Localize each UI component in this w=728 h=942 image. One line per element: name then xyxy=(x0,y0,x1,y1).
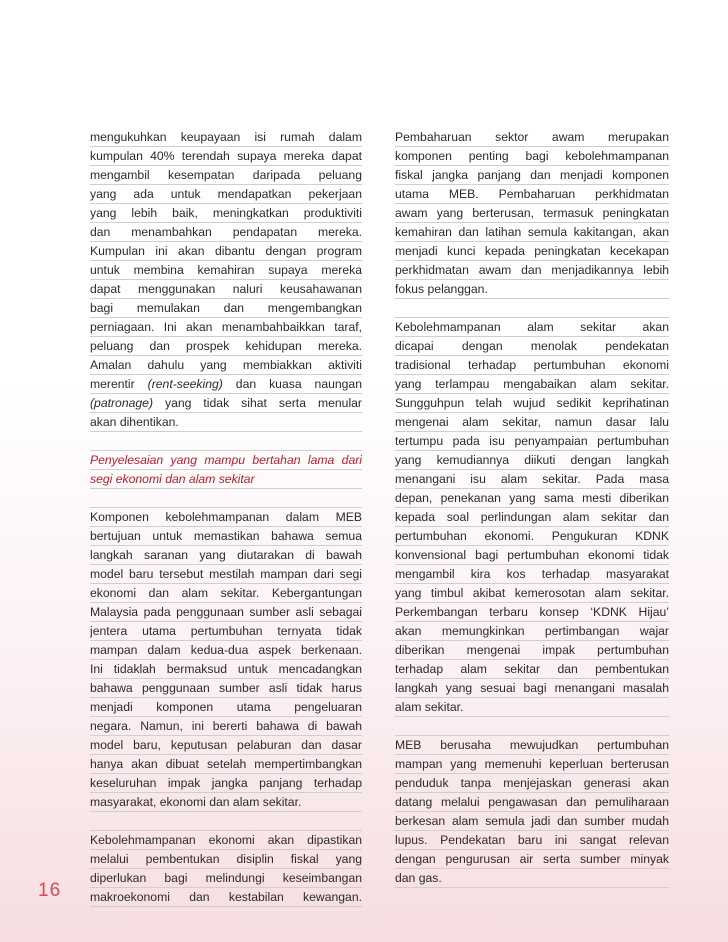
right-column-blank-line xyxy=(395,717,669,736)
italic-term: (rent-seeking) xyxy=(147,377,223,391)
right-column-blank-line xyxy=(395,299,669,318)
right-column-line: alam sekitar. xyxy=(395,698,669,717)
right-column-line: langkah yang sesuai bagi menangani masalah xyxy=(395,679,669,698)
left-column-blank-line xyxy=(90,432,362,451)
right-column-line: mengambil kira kos terhadap masyarakat xyxy=(395,565,669,584)
right-column-line: Perkembangan terbaru konsep ‘KDNK Hijau’ xyxy=(395,603,669,622)
left-column-line: Ini tidaklah bermaksud untuk mencadangkan xyxy=(90,660,362,679)
left-column-line: Kebolehmampanan ekonomi akan dipastikan xyxy=(90,831,362,850)
left-column-line: merentir (rent-seeking) dan kuasa naungan xyxy=(90,375,362,394)
right-column-line: Kebolehmampanan alam sekitar akan xyxy=(395,318,669,337)
right-column-line: awam yang berterusan, termasuk peningkatan xyxy=(395,204,669,223)
right-column-line: Pembaharuan sektor awam merupakan xyxy=(395,128,669,147)
right-column-line: pertumbuhan ekonomi. Pengukuran KDNK xyxy=(395,527,669,546)
right-column-line: menangani isu alam sekitar. Pada masa xyxy=(395,470,669,489)
left-column-line: negara. Namun, ini bererti bahawa di bawah xyxy=(90,717,362,736)
page-number: 16 xyxy=(38,880,62,901)
right-column xyxy=(395,128,669,888)
left-column xyxy=(90,128,362,907)
right-column-line: kepada soal perlindungan alam sekitar dan xyxy=(395,508,669,527)
left-column-line: mengambil kesempatan daripada peluang xyxy=(90,166,362,185)
left-column-line: jentera utama pertumbuhan ternyata tidak xyxy=(90,622,362,641)
left-column-line: akan dihentikan. xyxy=(90,413,362,432)
left-column-line: Malaysia pada penggunaan sumber asli sebagai xyxy=(90,603,362,622)
italic-term: (patronage) xyxy=(90,396,154,410)
left-column-line: keseluruhan impak jangka panjang terhadap xyxy=(90,774,362,793)
right-column-line: konvensional bagi pertumbuhan ekonomi tidak xyxy=(395,546,669,565)
left-column-line: (patronage) yang tidak sihat serta menular xyxy=(90,394,362,413)
left-column-line: dan menambahkan pendapatan mereka. xyxy=(90,223,362,242)
right-column-line: akan memungkinkan pertimbangan wajar xyxy=(395,622,669,641)
left-column-line: model baru tersebut mestilah mampan dari segi xyxy=(90,565,362,584)
right-column-line: penduduk tanpa menjejaskan generasi akan xyxy=(395,774,669,793)
left-column-line: hanya akan dibuat setelah mempertimbangkan xyxy=(90,755,362,774)
left-column-line: mengukuhkan keupayaan isi rumah dalam xyxy=(90,128,362,147)
right-column-line: berkesan alam semula jadi dan sumber mudah xyxy=(395,812,669,831)
left-column-blank-line xyxy=(90,489,362,508)
right-column-line: dicapai dengan menolak pendekatan xyxy=(395,337,669,356)
right-column-line: fokus pelanggan. xyxy=(395,280,669,299)
right-column-line: diberikan mengenai impak pertumbuhan xyxy=(395,641,669,660)
right-column-line: depan, penekanan yang sama mesti diberikan xyxy=(395,489,669,508)
left-column-line: yang ada untuk mendapatkan pekerjaan xyxy=(90,185,362,204)
right-column-line: lupus. Pendekatan baru ini sangat relevan xyxy=(395,831,669,850)
right-column-line: yang terlampau mengabaikan alam sekitar. xyxy=(395,375,669,394)
left-column-line: menjadi komponen utama pengeluaran xyxy=(90,698,362,717)
left-column-line: peluang dan prospek kehidupan mereka. xyxy=(90,337,362,356)
left-column-line: Komponen kebolehmampanan dalam MEB xyxy=(90,508,362,527)
right-column-line: mampan yang memenuhi keperluan berterusan xyxy=(395,755,669,774)
left-column-line: ekonomi dan alam sekitar. Kebergantungan xyxy=(90,584,362,603)
left-column-line: melalui pembentukan disiplin fiskal yang xyxy=(90,850,362,869)
right-column-line: mengenai alam sekitar, namun dasar lalu xyxy=(395,413,669,432)
right-column-line: yang kemudiannya diikuti dengan langkah xyxy=(395,451,669,470)
left-column-line: bahawa penggunaan sumber asli tidak harus xyxy=(90,679,362,698)
left-column-line: mampan dalam kedua-dua aspek berkenaan. xyxy=(90,641,362,660)
left-column-line: Amalan dahulu yang membiakkan aktiviti xyxy=(90,356,362,375)
right-column-line: utama MEB. Pembaharuan perkhidmatan xyxy=(395,185,669,204)
left-column-line: dapat menggunakan naluri keusahawanan xyxy=(90,280,362,299)
left-column-heading-line: segi ekonomi dan alam sekitar xyxy=(90,470,362,489)
left-column-blank-line xyxy=(90,812,362,831)
left-column-line: masyarakat, ekonomi dan alam sekitar. xyxy=(90,793,362,812)
left-column-line: kumpulan 40% terendah supaya mereka dapat xyxy=(90,147,362,166)
right-column-line: Sungguhpun telah wujud sedikit keprihatinan xyxy=(395,394,669,413)
left-column-line: langkah saranan yang diutarakan di bawah xyxy=(90,546,362,565)
right-column-line: perkhidmatan awam dan menjadikannya lebih xyxy=(395,261,669,280)
right-column-line: kemahiran dan latihan semula kakitangan, akan xyxy=(395,223,669,242)
right-column-line: komponen penting bagi kebolehmampanan xyxy=(395,147,669,166)
right-column-line: MEB berusaha mewujudkan pertumbuhan xyxy=(395,736,669,755)
left-column-line: yang lebih baik, meningkatkan produktiviti xyxy=(90,204,362,223)
left-column-line: bertujuan untuk memastikan bahawa semua xyxy=(90,527,362,546)
left-column-line: makroekonomi dan kestabilan kewangan. xyxy=(90,888,362,907)
right-column-line: menjadi kunci kepada peningkatan kecekapan xyxy=(395,242,669,261)
right-column-line: tertumpu pada isu penyampaian pertumbuhan xyxy=(395,432,669,451)
left-column-line: untuk membina kemahiran supaya mereka xyxy=(90,261,362,280)
right-column-line: datang melalui pengawasan dan pemuliharaan xyxy=(395,793,669,812)
right-column-line: dan gas. xyxy=(395,869,669,888)
left-column-line: diperlukan bagi melindungi keseimbangan xyxy=(90,869,362,888)
left-column-heading-line: Penyelesaian yang mampu bertahan lama dari xyxy=(90,451,362,470)
right-column-line: dengan pengurusan air serta sumber minyak xyxy=(395,850,669,869)
left-column-line: Kumpulan ini akan dibantu dengan program xyxy=(90,242,362,261)
left-column-line: model baru, keputusan pelaburan dan dasar xyxy=(90,736,362,755)
left-column-line: bagi memulakan dan mengembangkan xyxy=(90,299,362,318)
right-column-line: fiskal jangka panjang dan menjadi komponen xyxy=(395,166,669,185)
left-column-line: perniagaan. Ini akan menambahbaikkan taraf, xyxy=(90,318,362,337)
right-column-line: tradisional terhadap pertumbuhan ekonomi xyxy=(395,356,669,375)
right-column-line: yang timbul akibat kemerosotan alam sekitar. xyxy=(395,584,669,603)
right-column-line: terhadap alam sekitar dan pembentukan xyxy=(395,660,669,679)
